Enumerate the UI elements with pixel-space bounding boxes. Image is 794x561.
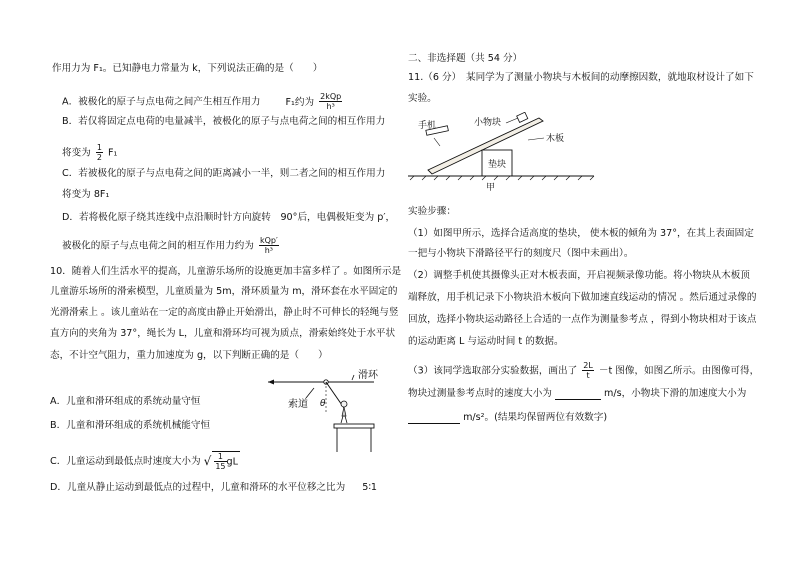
step3-pre: （3）该同学选取部分实验数据，画出了 bbox=[408, 365, 578, 377]
q9-option-a-den: h³ bbox=[326, 102, 335, 111]
zipline-figure bbox=[262, 368, 380, 456]
step3-den: t bbox=[586, 371, 590, 380]
q9-option-d-line2 bbox=[62, 236, 281, 255]
q9-option-b-line1: B．若仅将固定点电荷的电量减半，被极化的原子与点电荷之间的相互作用力 bbox=[62, 116, 386, 127]
section-heading: 二、非选择题（共 54 分） bbox=[408, 53, 523, 64]
q10-option-a: A．儿童和滑环组成的系统动量守恒 bbox=[50, 396, 201, 407]
step3-num: 2L bbox=[583, 361, 593, 370]
q9-option-d-fraction bbox=[259, 236, 279, 255]
q9-option-d-den: h³ bbox=[264, 246, 273, 255]
q9-option-a bbox=[62, 92, 344, 111]
incline-figure bbox=[406, 112, 596, 192]
q9-option-d-num: kQp′ bbox=[259, 236, 278, 245]
q9-option-a-num: 2kQp bbox=[320, 92, 342, 101]
q10-option-c-post: gL bbox=[226, 456, 238, 468]
q9-option-b-den: 2 bbox=[96, 153, 102, 162]
q10-line4: 直方向的夹角为 37°，绳长为 L，儿童和滑环均可视为质点，滑索始终处于水平状 bbox=[50, 328, 396, 339]
cable-arrow bbox=[268, 380, 274, 385]
q10-option-c-radicand bbox=[212, 451, 240, 471]
q10-option-b: B．儿童和滑环组成的系统机械能守恒 bbox=[50, 420, 211, 431]
q10-option-c-den: 15 bbox=[215, 462, 226, 471]
board-pointer bbox=[528, 138, 544, 140]
answer-blank-velocity[interactable] bbox=[555, 389, 601, 400]
block-pointer bbox=[506, 118, 518, 123]
step3-fraction bbox=[582, 361, 594, 380]
label-block: 小物块 bbox=[474, 118, 502, 128]
q10-option-c-num: 1 bbox=[214, 452, 226, 462]
q9-option-c-line1: C．若被极化的原子与点电荷之间的距离减小一半，则二者之间的相互作用力 bbox=[62, 168, 386, 179]
sqrt-sign: √ bbox=[203, 454, 212, 468]
q9-option-a-text: A．被极化的原子与点电荷之间产生相互作用力 bbox=[62, 96, 261, 108]
label-phone: 手机 bbox=[418, 121, 437, 131]
q9-option-a-fraction bbox=[319, 92, 342, 111]
steps-title: 实验步骤： bbox=[408, 206, 456, 217]
q9-option-b-fraction bbox=[96, 143, 103, 162]
q10-option-c-fraction bbox=[214, 452, 226, 471]
step3-line3 bbox=[408, 412, 607, 424]
label-figure-a: 甲 bbox=[486, 183, 496, 192]
label-pad: 垫块 bbox=[488, 160, 507, 170]
q9-tail: 作用力为 F₁。已知静电力常量为 k，下列说法正确的是（ ） bbox=[52, 63, 323, 74]
platform-table bbox=[334, 424, 374, 452]
q10-line1: 10．随着人们生活水平的提高，儿童游乐场所的设施更加丰富多样了 。如图所示是 bbox=[50, 266, 402, 277]
q11-line1: 11.（6 分） 某同学为了测量小物块与木板间的动摩擦因数，就地取材设计了如下 bbox=[408, 72, 754, 83]
step3-l2-unit: m/s，小物块下滑的加速度大小为 bbox=[604, 388, 747, 399]
step2-line3: 回放，选择小物块运动路径上合适的一点作为测量参考点 ，得到小物块相对于该点 bbox=[408, 314, 757, 325]
q11-line2: 实验。 bbox=[408, 93, 437, 104]
block-shape bbox=[517, 112, 528, 122]
ground-hatch bbox=[410, 176, 594, 180]
q10-option-d-text: D．儿童从静止运动到最低点的过程中，儿童和滑环的水平位移之比为 bbox=[50, 482, 346, 493]
q9-option-b-line2 bbox=[62, 143, 117, 162]
step2-line2: 端释放，用手机记录下小物块沿木板向下做加速直线运动的情况 。然后通过录像的 bbox=[408, 292, 757, 303]
label-cable: 索道 bbox=[288, 399, 308, 410]
q9-option-b-pre: 将变为 bbox=[62, 147, 91, 159]
step3-l2-pre: 物块过测量参考点时的速度大小为 bbox=[408, 388, 552, 399]
q10-option-d-value: 5∶1 bbox=[362, 482, 377, 493]
q9-option-a-symbol: F₁约为 bbox=[285, 96, 315, 108]
phone-pointer bbox=[434, 138, 440, 146]
step3-post: －t 图像，如图乙所示。由图像可得， bbox=[598, 365, 760, 377]
q10-line2: 儿童游乐场所的滑索模型，儿童质量为 5m，滑环质量为 m，滑环套在水平固定的 bbox=[50, 286, 398, 297]
step2-line4: 的运动距离 L 与运动时间 t 的数据。 bbox=[408, 336, 564, 347]
label-board: 木板 bbox=[546, 134, 565, 144]
q9-option-d-line1: D．若将极化原子绕其连线中点沿顺时针方向旋转 90°后，电偶极矩变为 p′， bbox=[62, 212, 396, 223]
step3-l3-unit: m/s²。(结果均保留两位有效数字) bbox=[463, 412, 608, 423]
step2-line1: （2）调整手机使其摄像头正对木板表面，开启视频录像功能。将小物块从木板顶 bbox=[408, 270, 750, 281]
q10-line5: 态，不计空气阻力，重力加速度为 g，以下判断正确的是（ ） bbox=[50, 350, 328, 361]
label-theta: θ bbox=[320, 399, 326, 409]
ring-pointer bbox=[352, 375, 354, 380]
answer-blank-acceleration[interactable] bbox=[408, 413, 460, 424]
q9-option-d-pre: 被极化的原子与点电荷之间的相互作用力约为 bbox=[62, 240, 254, 252]
q10-option-c bbox=[50, 451, 240, 471]
step1-line1: （1）如图甲所示，选择合适高度的垫块， 使木板的倾角为 37°，在其上表面固定 bbox=[408, 228, 754, 239]
step1-line2: 一把与小物块下滑路径平行的刻度尺（图中未画出）。 bbox=[408, 248, 634, 259]
step3-line2 bbox=[408, 388, 746, 400]
child-figure bbox=[341, 401, 347, 423]
label-slide-ring: 滑环 bbox=[358, 370, 378, 381]
q10-option-c-pre: C．儿童运动到最低点时速度大小为 bbox=[50, 456, 201, 467]
q10-line3: 光滑滑索上 。该儿童站在一定的高度由静止开始滑出，静止时不可伸长的轻绳与竖 bbox=[50, 307, 399, 318]
cable-pointer bbox=[306, 388, 314, 398]
step3-line1 bbox=[408, 361, 759, 380]
q10-option-d bbox=[50, 482, 377, 494]
q9-option-b-num: 1 bbox=[96, 143, 102, 152]
q9-option-c-line2: 将变为 8F₁ bbox=[62, 189, 110, 200]
q9-option-b-post: F₁ bbox=[108, 147, 118, 159]
